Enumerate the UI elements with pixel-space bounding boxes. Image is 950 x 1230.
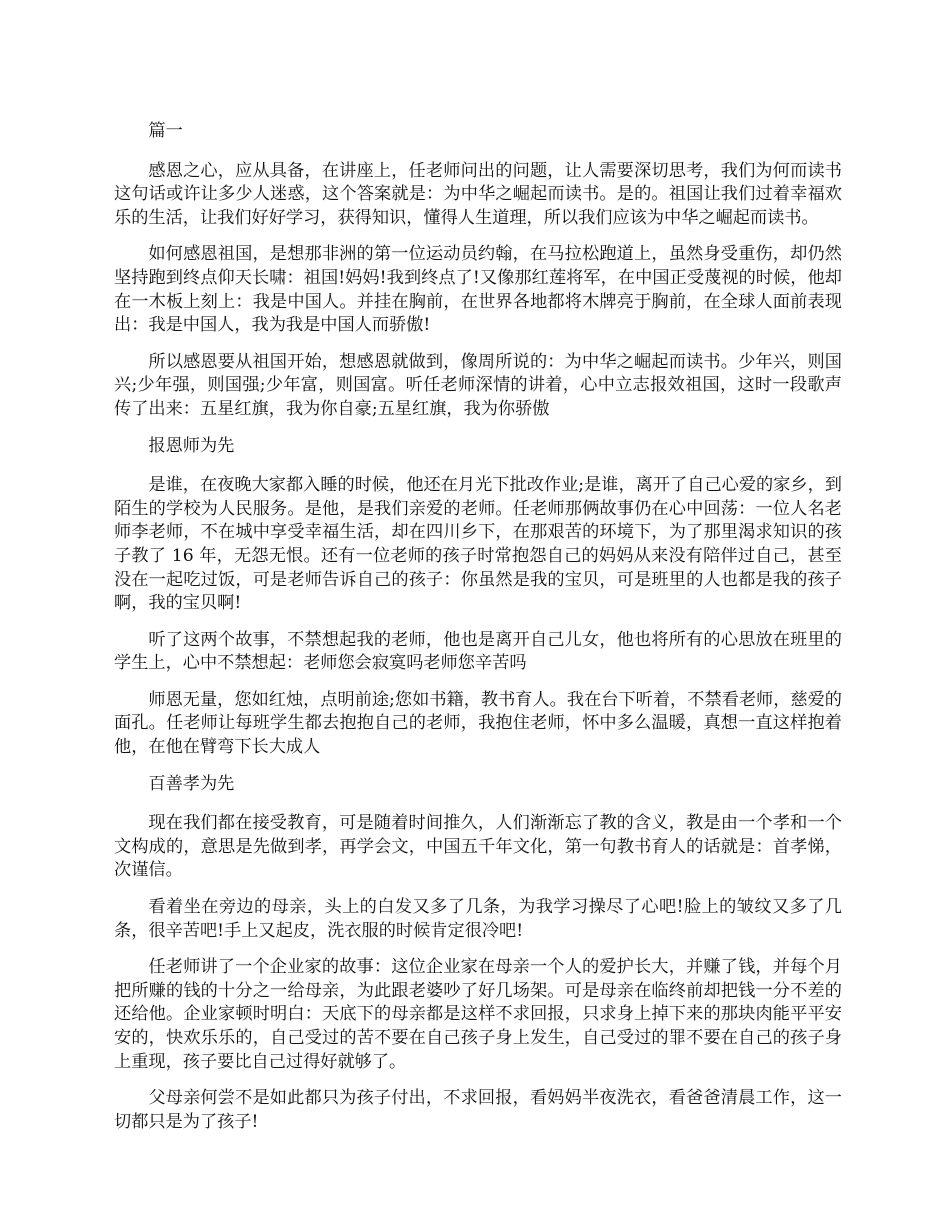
paragraph: 所以感恩要从祖国开始，想感恩就做到，像周所说的：为中华之崛起而读书。少年兴，则国兴;少年强，则国强;少年富，则国富。听任老师深情的讲着，心中立志报效祖国，这时一段歌声传了出来：五星红旗，我为你自豪;五星红旗，我为你骄傲 <box>114 351 842 419</box>
section-heading: 百善孝为先 <box>148 773 235 794</box>
section-heading: 报恩师为先 <box>148 435 235 456</box>
paragraph: 听了这两个故事，不禁想起我的老师，他也是离开自己儿女，他也将所有的心思放在班里的学生上，心中不禁想起：老师您会寂寞吗老师您辛苦吗 <box>114 629 842 674</box>
document-page <box>114 120 842 1147</box>
paragraph: 师恩无量，您如红烛，点明前途;您如书籍，教书育人。我在台下听着，不禁看老师，慈爱的面孔。任老师让每班学生都去抱抱自己的老师，我抱住老师，怀中多么温暖，真想一直这样抱着他，在他在臂弯下长大成人 <box>114 689 842 758</box>
paragraph: 父母亲何尝不是如此都只为孩子付出，不求回报，看妈妈半夜洗衣，看爸爸清晨工作，这一切都只是为了孩子! <box>114 1088 842 1132</box>
paragraph: 感恩之心，应从具备，在讲座上，任老师问出的问题，让人需要深切思考，我们为何而读书这句话或许让多少人迷惑，这个答案就是：为中华之崛起而读书。是的。祖国让我们过着幸福欢乐的生活，让我们好好学习，获得知识，懂得人生道理，所以我们应该为中华之崛起而读书。 <box>114 160 842 228</box>
paragraph: 是谁，在夜晚大家都入睡的时候，他还在月光下批改作业;是谁，离开了自己心爱的家乡，到陌生的学校为人民服务。是他，是我们亲爱的老师。任老师那俩故事仍在心中回荡：一位人名老师李老师，不在城中享受幸福生活，却在四川乡下，在那艰苦的环境下，为了那里渴求知识的孩子教了 16 年，无怨无恨。还有一位老师的孩子时常抱怨自己的妈妈从来没有陪伴过自己，甚至没在一起吃过饭，可是老师告诉自己的孩子：你虽然是我的宝贝，可是班里的人也都是我的孩子啊，我的宝贝啊! <box>114 475 842 614</box>
paragraph: 现在我们都在接受教育，可是随着时间推久，人们渐渐忘了教的含义，教是由一个孝和一个文构成的，意思是先做到孝，再学会文，中国五千年文化，第一句教书育人的话就是：首孝悌，次谨信。 <box>114 813 842 881</box>
paragraph: 如何感恩祖国，是想那非洲的第一位运动员约翰，在马拉松跑道上，虽然身受重伤，却仍然坚持跑到终点仰天长啸：祖国!妈妈!我到终点了!又像那红莲将军，在中国正受蔑视的时候，他却在一木板上刻上：我是中国人。并挂在胸前，在世界各地都将木牌亮于胸前，在全球人面前表现出：我是中国人，我为我是中国人而骄傲! <box>114 244 842 336</box>
paragraph: 看着坐在旁边的母亲，头上的白发又多了几条，为我学习操尽了心吧!脸上的皱纹又多了几条，很辛苦吧!手上又起皮，洗衣服的时候肯定很冷吧! <box>114 897 842 941</box>
paragraph: 任老师讲了一个企业家的故事：这位企业家在母亲一个人的爱护长大，并赚了钱，并每个月把所赚的钱的十分之一给母亲，为此跟老婆吵了好几场架。可是母亲在临终前却把钱一分不差的还给他。企业家顿时明白：天底下的母亲都是这样不求回报，只求身上掉下来的那块肉能平平安安的，快欢乐乐的，自己受过的苦不要在自己孩子身上发生，自己受过的罪不要在自己的孩子身上重现，孩子要比自己过得好就够了。 <box>114 957 842 1072</box>
section-heading: 篇一 <box>148 121 183 141</box>
